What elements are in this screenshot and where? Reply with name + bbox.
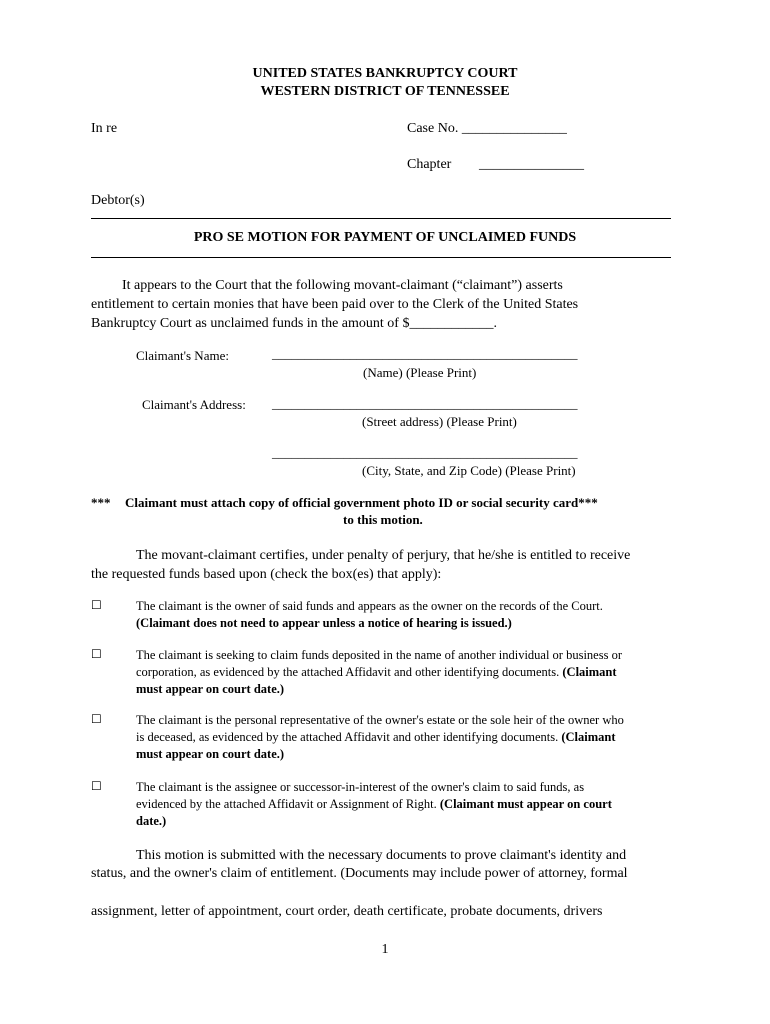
document-title: PRO SE MOTION FOR PAYMENT OF UNCLAIMED FUNDS xyxy=(193,230,577,245)
option-3-text: The claimant is the personal representative of the owner's estate or the sole heir of the owner who is deceased, as evidenced by the attached Affidavit and other identifying documents. (Claimant must appear on court date.) xyxy=(136,713,624,761)
option-2-text: The claimant is seeking to claim funds deposited in the name of another individual or business or corporation, as evidenced by the attached Affidavit and other identifying documents. (Claimant must appear on court date.) xyxy=(136,648,622,696)
closing-line-2: status, and the owner's claim of entitlement. (Documents may include power of attorney, formal xyxy=(91,866,628,881)
claimant-address-hint: (Street address) (Please Print) xyxy=(362,414,517,429)
title-rule-top xyxy=(91,218,671,219)
claimant-name-hint: (Name) (Please Print) xyxy=(363,365,477,380)
claimant-address-line: _______________________________________________ xyxy=(272,396,578,411)
option-4-text: The claimant is the assignee or successor-in-interest of the owner's claim to said funds, as evidenced by the attached Affidavit or Assignment of Right. (Claimant must appear on court date.) xyxy=(136,780,612,828)
page-number: 1 xyxy=(381,942,389,957)
district-name: WESTERN DISTRICT OF TENNESSEE xyxy=(260,84,510,99)
option-3-checkbox[interactable]: ☐ xyxy=(91,712,102,726)
claimant-address-label: Claimant's Address: xyxy=(142,397,246,412)
intro-line-2: entitlement to certain monies that have been paid over to the Clerk of the United States xyxy=(91,297,579,312)
debtors-label: Debtor(s) xyxy=(91,193,145,208)
closing-line-3: assignment, letter of appointment, court order, death certificate, probate documents, drivers xyxy=(91,904,603,919)
claimant-city-hint: (City, State, and Zip Code) (Please Print) xyxy=(362,463,576,478)
chapter-label: Chapter xyxy=(407,157,452,172)
chapter-field: _______________ xyxy=(479,157,584,172)
certify-line-1: The movant-claimant certifies, under penalty of perjury, that he/she is entitled to receive xyxy=(136,548,631,563)
in-re-label: In re xyxy=(91,121,118,136)
claimant-name-label: Claimant's Name: xyxy=(136,348,229,363)
certify-line-2: the requested funds based upon (check the box(es) that apply): xyxy=(91,567,442,582)
option-4-checkbox[interactable]: ☐ xyxy=(91,779,102,793)
court-name: UNITED STATES BANKRUPTCY COURT xyxy=(252,66,518,81)
notice-line-1: Claimant must attach copy of official government photo ID or social security card*** xyxy=(125,495,598,510)
notice-stars: *** xyxy=(91,495,111,510)
intro-line-1: It appears to the Court that the following movant-claimant (“claimant”) asserts xyxy=(122,278,563,293)
notice-line-2: to this motion. xyxy=(343,512,423,527)
claimant-name-line: _______________________________________________ xyxy=(272,346,578,361)
intro-line-3: Bankruptcy Court as unclaimed funds in the amount of $____________. xyxy=(91,316,497,331)
option-1-text: The claimant is the owner of said funds and appears as the owner on the records of the Court. (Claimant does not need to appear unless a notice of hearing is issued.) xyxy=(136,599,603,630)
claimant-city-line: _______________________________________________ xyxy=(272,445,578,460)
option-1-checkbox[interactable]: ☐ xyxy=(91,598,102,612)
option-2-checkbox[interactable]: ☐ xyxy=(91,647,102,661)
closing-line-1: This motion is submitted with the necessary documents to prove claimant's identity and xyxy=(136,848,627,863)
case-number-field: Case No. _______________ xyxy=(407,121,567,136)
title-rule-bottom xyxy=(91,257,671,258)
